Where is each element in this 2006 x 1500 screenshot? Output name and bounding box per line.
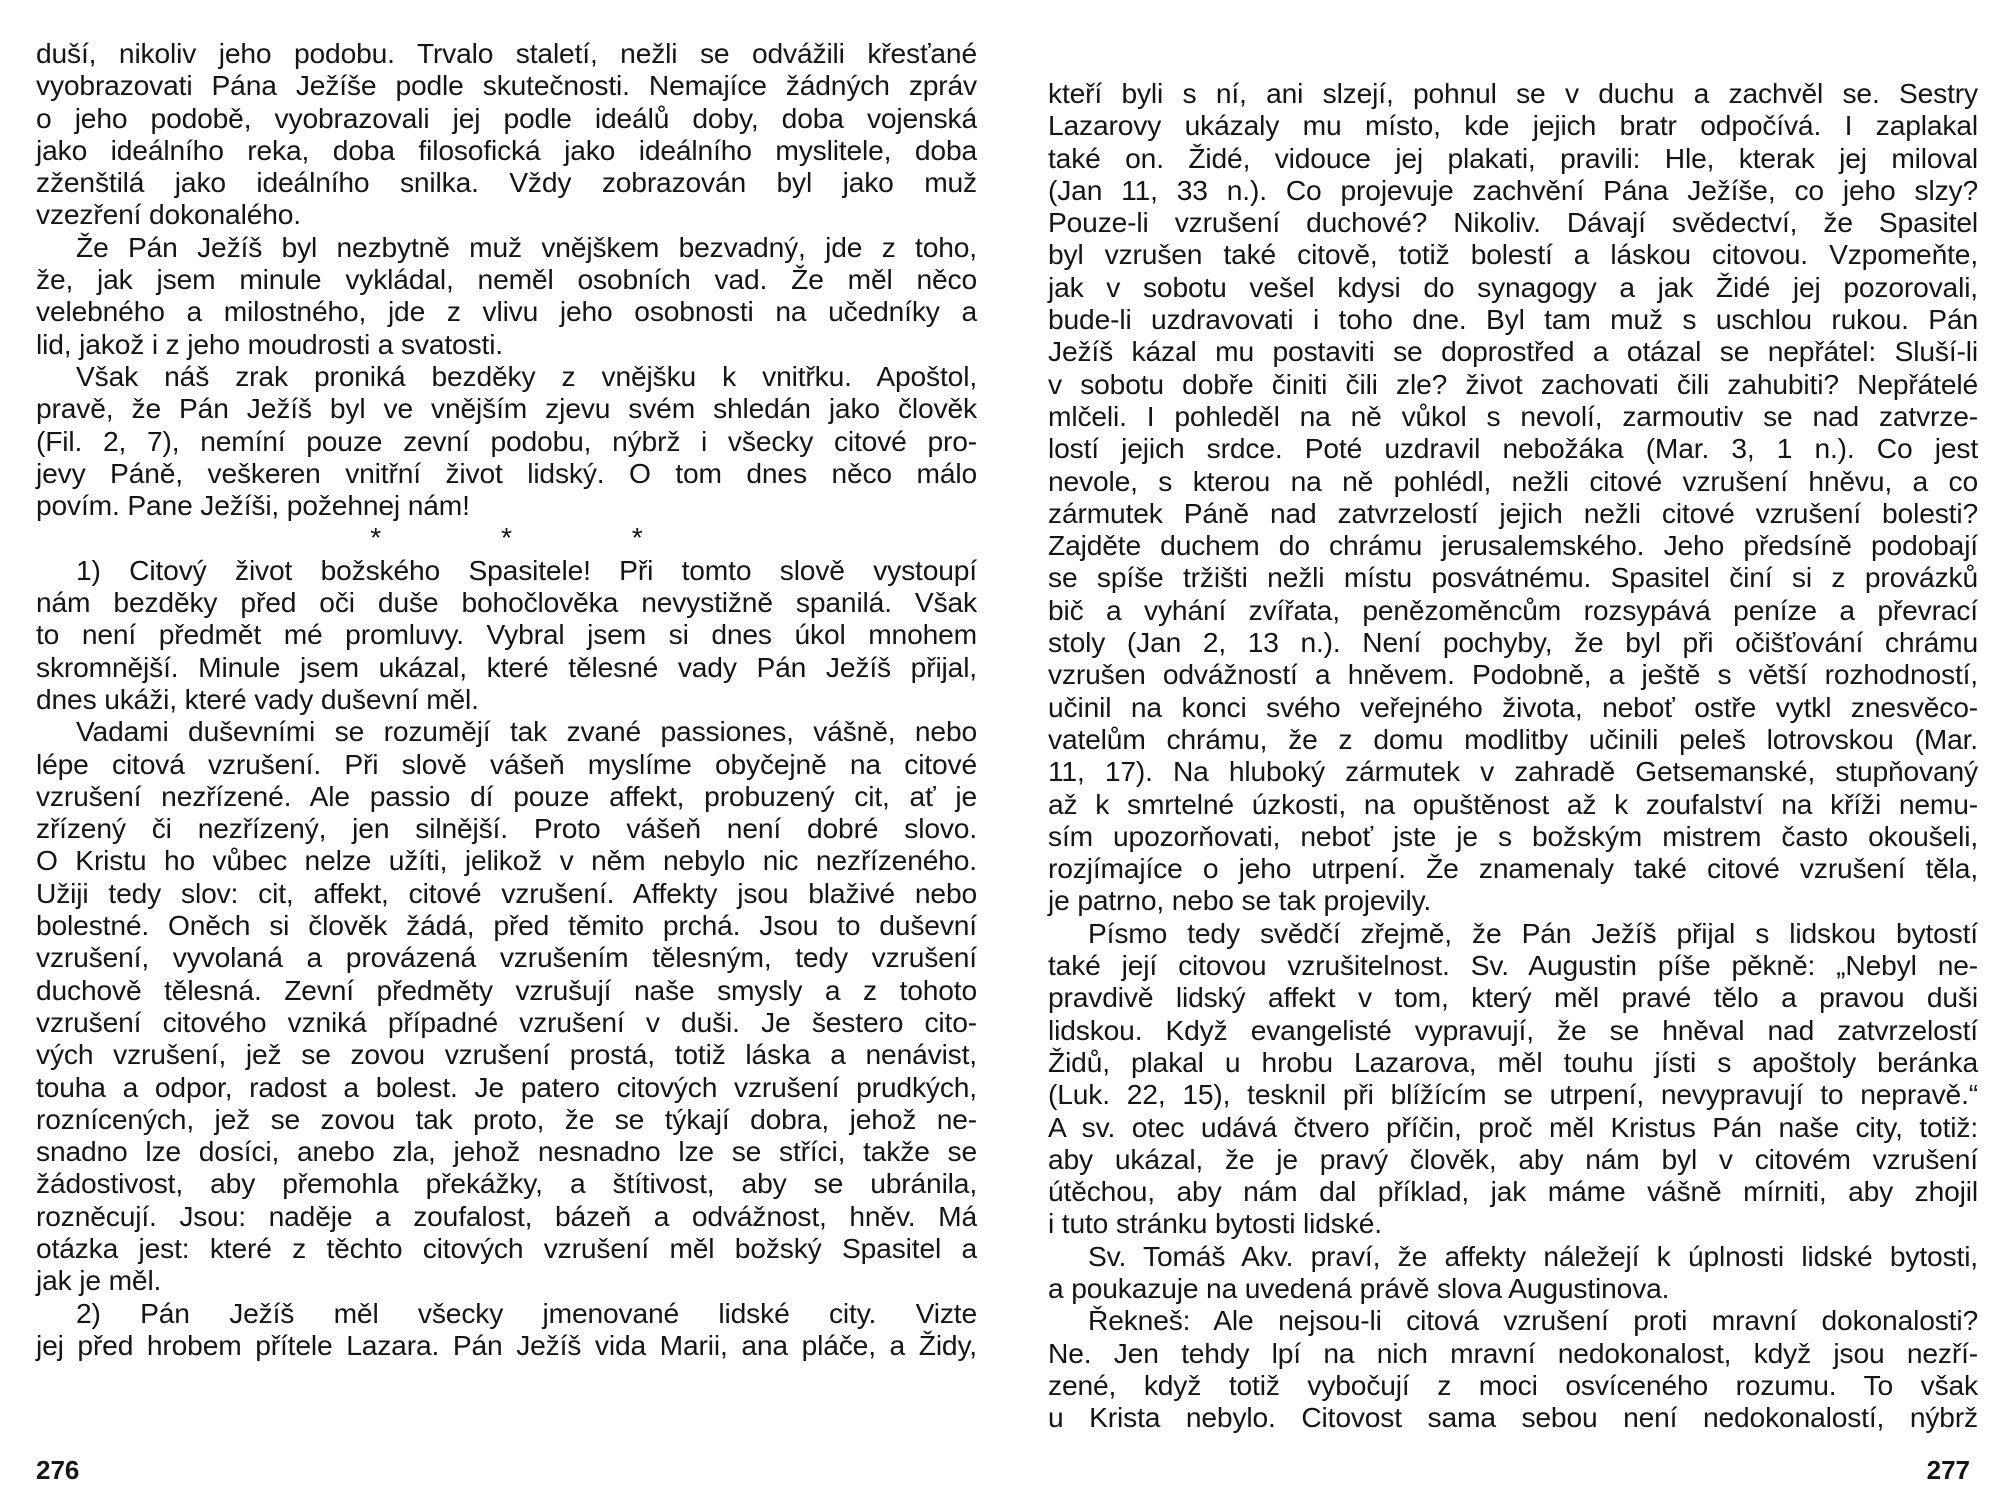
text-line: i tuto stránku bytosti lidské. xyxy=(1048,1207,1382,1240)
text-line: žádostivost, aby přemohla překážky, a štítivost, aby se ubránila, xyxy=(36,1167,977,1200)
text-line: duší, nikoliv jeho podobu. Trvalo staletí, nežli se odvážili křesťané xyxy=(36,37,977,69)
text-line: roznícených, jež se zovou tak proto, že se týkají dobra, jehož ne- xyxy=(36,1102,977,1135)
text-line: Užiji tedy slov: cit, affekt, citové vzrušení. Affekty jsou blaživé nebo xyxy=(36,876,977,909)
text-line: jej před hrobem přítele Lazara. Pán Ježíš vida Marii, ana pláče, a Židy, xyxy=(36,1328,977,1361)
text-line: nám bezděky před oči duše bohočlověka nevystižně spanilá. Však xyxy=(36,586,977,619)
text-line: zřízený či nezřízený, jen silnější. Proto vášeň není dobré slovo. xyxy=(36,812,977,845)
text-line: snadno lze dosíci, anebo zla, jehož nesnadno lze se stříci, takže se xyxy=(36,1135,977,1168)
section-divider: * * * xyxy=(370,521,699,554)
text-line: vzezření dokonalého. xyxy=(36,198,301,231)
text-line: se spíše tržišti nežli místu posvátnému. Spasitel činí si z provázků xyxy=(1048,561,1978,594)
text-line: aby ukázal, že je pravý člověk, aby nám byl v citovém vzrušení xyxy=(1048,1142,1978,1175)
text-line: lid, jakož i z jeho moudrosti a svatosti. xyxy=(36,327,503,360)
text-line: vzrušení, vyvolaná a provázená vzrušením tělesným, tedy vzrušení xyxy=(36,941,977,974)
text-line: rozněcují. Jsou: naděje a zoufalost, bázeň a odvážnost, hněv. Má xyxy=(36,1199,977,1232)
text-line: (Jan 11, 33 n.). Co projevuje zachvění Pána Ježíše, co jeho slzy? xyxy=(1048,173,1978,206)
text-line: bič a vyhání zvířata, penězoměncům rozsypává peníze a převrací xyxy=(1048,593,1978,626)
text-line: 1) Citový život božského Spasitele! Při tomto slově vystoupí xyxy=(76,553,977,586)
text-line: o jeho podobě, vyobrazovali jej podle ideálů doby, doba vojenská xyxy=(36,101,977,134)
text-line: jako ideálního reka, doba filosofická jako ideálního myslitele, doba xyxy=(36,133,977,166)
text-line: rozjímajíce o jeho utrpení. Že znamenaly také citové vzrušení těla, xyxy=(1048,852,1978,885)
text-line: (Fil. 2, 7), nemíní pouze zevní podobu, nýbrž i všecky citové pro- xyxy=(36,424,977,457)
left-page-text xyxy=(36,37,977,1361)
text-line: jak je měl. xyxy=(36,1264,162,1297)
text-line: také on. Židé, vidouce jej plakati, pravili: Hle, kterak jej miloval xyxy=(1048,141,1978,174)
text-line: Však náš zrak proniká bezděky z vnějšku k vnitřku. Apoštol, xyxy=(76,359,977,392)
text-line: vých vzrušení, jež se zovou vzrušení prostá, totiž láska a nenávist, xyxy=(36,1038,977,1071)
text-line: také její citovou vzrušitelnost. Sv. Augustin píše pěkně: „Nebyl ne- xyxy=(1048,949,1978,982)
text-line: mlčeli. I pohleděl na ně vůkol s nevolí, zarmoutiv se nad zatvrze- xyxy=(1048,399,1978,432)
text-line: (Luk. 22, 15), tesknil při blížícím se utrpení, nevypravují to nepravě.“ xyxy=(1048,1078,1978,1111)
text-line: až k smrtelné úzkosti, na opuštěnost až k zoufalství na kříži nemu- xyxy=(1048,787,1978,820)
text-line: povím. Pane Ježíši, požehnej nám! xyxy=(36,489,470,522)
text-line: pravě, že Pán Ježíš byl ve vnějším zjevu svém shledán jako člověk xyxy=(36,392,977,425)
text-line: Ne. Jen tehdy lpí na nich mravní nedokonalost, když jsou nezří- xyxy=(1048,1336,1978,1369)
text-line: vzrušen odvážností a hněvem. Podobně, a ještě s větší rozhodností, xyxy=(1048,658,1978,691)
text-line: stoly (Jan 2, 13 n.). Není pochyby, že byl při očišťování chrámu xyxy=(1048,626,1978,659)
text-line: je patrno, nebo se tak projevily. xyxy=(1048,884,1432,917)
text-line: Židů, plakal u hrobu Lazarova, měl touhu jísti s apoštoly beránka xyxy=(1048,1045,1978,1078)
left-page-number: 276 xyxy=(36,1455,80,1485)
text-line: vyobrazovati Pána Ježíše podle skutečnosti. Nemajíce žádných zpráv xyxy=(36,69,977,102)
text-line: v sobotu dobře činiti čili zle? život zachovati čili zahubiti? Nepřátelé xyxy=(1048,367,1978,400)
text-line: u Krista nebylo. Citovost sama sebou není nedokonalostí, nýbrž xyxy=(1048,1401,1978,1434)
text-line: Zajděte duchem do chrámu jerusalemského. Jeho předsíně podobají xyxy=(1048,529,1978,562)
text-line: lidskou. Když evangelisté vypravují, že se hněval nad zatvrzelostí xyxy=(1048,1013,1978,1046)
text-line: vatelům chrámu, že z domu modlitby učinili peleš lotrovskou (Mar. xyxy=(1048,722,1978,755)
text-line: velebného a milostného, jde z vlivu jeho osobnosti na učedníky a xyxy=(36,295,977,328)
text-line: jevy Páně, veškeren vnitřní život lidský. O tom dnes něco málo xyxy=(36,456,977,489)
text-line: duchově tělesná. Zevní předměty vzrušují naše smysly a z tohoto xyxy=(36,973,977,1006)
text-line: pravdivě lidský affekt v tom, který měl pravé tělo a pravou duši xyxy=(1048,981,1978,1014)
text-line: skromnější. Minule jsem ukázal, které tělesné vady Pán Ježíš přijal, xyxy=(36,650,977,683)
text-line: nevole, s kterou na ně pohlédl, nežli citové vzrušení hněvu, a co xyxy=(1048,464,1978,497)
text-line: zené, když totiž vybočují z moci osvíceného rozumu. To však xyxy=(1048,1368,1978,1401)
text-line: útěchou, aby nám dal příklad, jak máme vášně mírniti, aby zhojil xyxy=(1048,1175,1978,1208)
text-line: O Kristu ho vůbec nelze užíti, jelikož v něm nebylo nic nezřízeného. xyxy=(36,844,977,877)
text-line: byl vzrušen také citově, totiž bolestí a láskou citovou. Vzpomeňte, xyxy=(1048,238,1978,271)
text-line: Pouze-li vzrušení duchové? Nikoliv. Dávají svědectví, že Spasitel xyxy=(1048,206,1978,239)
text-line: Vadami duševními se rozumějí tak zvané passiones, vášně, nebo xyxy=(76,715,977,748)
text-line: zženštilá jako ideálního snilka. Vždy zobrazován byl jako muž xyxy=(36,166,977,199)
text-line: zármutek Páně nad zatvrzelostí jejich nežli citové vzrušení bolesti? xyxy=(1048,496,1978,529)
text-line: Ježíš kázal mu postaviti se doprostřed a otázal se nepřátel: Sluší-li xyxy=(1048,335,1978,368)
text-line: to není předmět mé promluvy. Vybral jsem si dnes úkol mnohem xyxy=(36,618,977,651)
text-line: 2) Pán Ježíš měl všecky jmenované lidské city. Vizte xyxy=(76,1296,977,1329)
text-line: 11, 17). Na hluboký zármutek v zahradě Getsemanské, stupňovaný xyxy=(1048,755,1978,788)
text-line: dnes ukáži, které vady duševní měl. xyxy=(36,682,479,715)
text-line: a poukazuje na uvedená právě slova Augustinova. xyxy=(1048,1271,1670,1304)
text-line: lépe citová vzrušení. Při slově vášeň myslíme obyčejně na citové xyxy=(36,747,977,780)
text-line: touha a odpor, radost a bolest. Je patero citových vzrušení prudkých, xyxy=(36,1070,977,1103)
text-line: lostí jejich srdce. Poté uzdravil nebožáka (Mar. 3, 1 n.). Co jest xyxy=(1048,432,1978,465)
text-line: že, jak jsem minule vykládal, neměl osobních vad. Že měl něco xyxy=(36,263,977,296)
text-line: vzrušení nezřízené. Ale passio dí pouze affekt, probuzený cit, ať je xyxy=(36,779,977,812)
text-line: otázka jest: které z těchto citových vzrušení měl božský Spasitel a xyxy=(36,1231,977,1264)
text-line: kteří byli s ní, ani slzejí, pohnul se v duchu a zachvěl se. Sestry xyxy=(1048,77,1978,109)
text-line: Řekneš: Ale nejsou-li citová vzrušení proti mravní dokonalosti? xyxy=(1088,1304,1978,1337)
text-line: jak v sobotu vešel kdysi do synagogy a jak Židé jej pozorovali, xyxy=(1048,270,1978,303)
text-line: bude-li uzdravovati i toho dne. Byl tam muž s uschlou rukou. Pán xyxy=(1048,303,1978,336)
text-line: Sv. Tomáš Akv. praví, že affekty náležejí k úplnosti lidské bytosti, xyxy=(1088,1239,1978,1272)
right-page-number: 277 xyxy=(1926,1455,1970,1485)
text-line: A sv. otec udává čtvero příčin, proč měl Kristus Pán naše city, totiž: xyxy=(1048,1110,1978,1143)
text-line: vzrušení citového vzniká případné vzrušení v duši. Je šestero cito- xyxy=(36,1005,977,1038)
text-line: bolestné. Oněch si člověk žádá, před těmito prchá. Jsou to duševní xyxy=(36,909,977,942)
right-page-text xyxy=(1048,77,1978,1433)
text-line: Že Pán Ježíš byl nezbytně muž vnějškem bezvadný, jde z toho, xyxy=(76,230,977,263)
right-page xyxy=(1003,0,2006,1500)
text-line: sím upozorňovati, neboť jste je s božským mistrem často okoušeli, xyxy=(1048,819,1978,852)
text-line: Písmo tedy svědčí zřejmě, že Pán Ježíš přijal s lidskou bytostí xyxy=(1088,916,1978,949)
text-line: učinil na konci svého veřejného života, neboť ostře vytkl znesvěco- xyxy=(1048,690,1978,723)
text-line: Lazarovy ukázaly mu místo, kde jejich bratr odpočívá. I zaplakal xyxy=(1048,109,1978,142)
